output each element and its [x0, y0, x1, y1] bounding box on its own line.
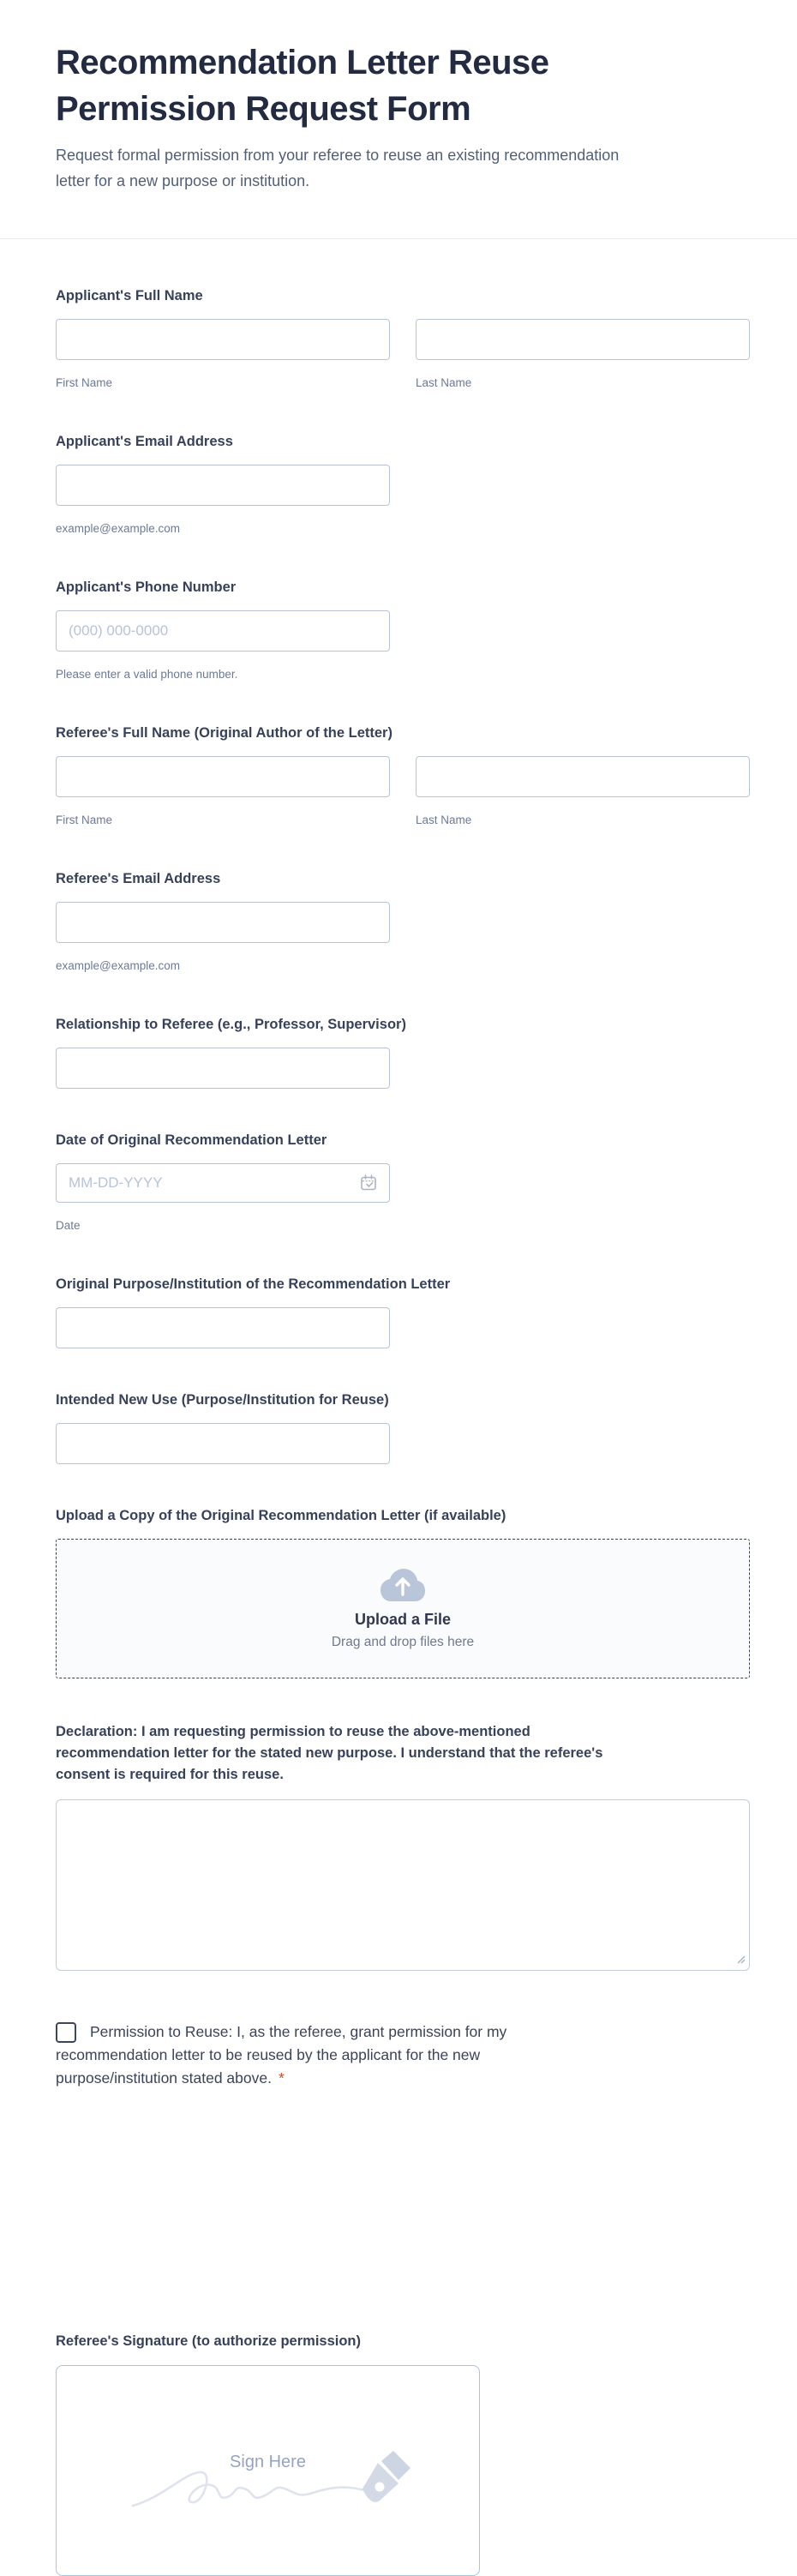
declaration-label	[56, 1721, 750, 1786]
upload-hint-text: Drag and drop files here	[331, 1634, 475, 1649]
referee-last-name-input[interactable]	[416, 756, 750, 797]
applicant-email-input[interactable]	[56, 465, 390, 506]
field-original-date	[56, 1132, 750, 1233]
permission-label-line3	[56, 2067, 750, 2090]
page-title-line1: Recommendation Letter Reuse	[56, 44, 549, 81]
field-applicant-phone	[56, 579, 750, 682]
upload-letter-label: Upload a Copy of the Original Recommendation Letter (if available)	[56, 1508, 506, 1523]
referee-first-name-sublabel: First Name	[56, 814, 113, 826]
referee-last-name-col	[416, 756, 750, 827]
original-purpose-input[interactable]	[56, 1307, 390, 1348]
applicant-first-name-input[interactable]	[56, 319, 390, 360]
signature-squiggle-and-pen-icon	[129, 2447, 421, 2525]
permission-label-line1: Permission to Reuse: I, as the referee, grant permission for my	[90, 2023, 507, 2040]
original-date-input[interactable]	[56, 1163, 390, 1203]
applicant-phone-label: Applicant's Phone Number	[56, 579, 237, 595]
signature-placeholder: Sign Here	[230, 2453, 306, 2471]
field-applicant-email	[56, 433, 750, 536]
relationship-input[interactable]	[56, 1048, 390, 1089]
permission-label-line3-text: purpose/institution stated above.	[56, 2069, 272, 2087]
form-subtitle-line1: Request formal permission from your referee to reuse an existing recommendation	[56, 147, 620, 164]
referee-email-sublabel: example@example.com	[56, 959, 181, 972]
form-subtitle-line2: letter for a new purpose or institution.	[56, 172, 310, 189]
applicant-last-name-sublabel: Last Name	[416, 376, 472, 389]
referee-email-label: Referee's Email Address	[56, 871, 221, 886]
original-purpose-label: Original Purpose/Institution of the Recommendation Letter	[56, 1276, 451, 1292]
field-applicant-full-name	[56, 287, 750, 390]
field-referee-full-name	[56, 724, 750, 827]
file-dropzone[interactable]	[56, 1539, 750, 1678]
referee-last-name-sublabel: Last Name	[416, 814, 472, 826]
field-referee-signature	[56, 2333, 750, 2576]
declaration-label-line3: consent is required for this reuse.	[56, 1767, 284, 1782]
header-divider	[0, 238, 797, 239]
applicant-email-sublabel: example@example.com	[56, 522, 181, 535]
page-title-line2: Permission Request Form	[56, 90, 471, 128]
applicant-email-label: Applicant's Email Address	[56, 434, 233, 449]
field-declaration	[56, 1721, 750, 1971]
signature-pad[interactable]	[56, 2365, 480, 2576]
form-subtitle	[56, 142, 750, 194]
referee-email-input[interactable]	[56, 902, 390, 943]
required-asterisk: *	[278, 2069, 285, 2087]
upload-button-label: Upload a File	[354, 1610, 452, 1628]
permission-checkbox[interactable]	[56, 2022, 76, 2043]
cloud-upload-icon	[380, 1568, 426, 1602]
permission-label-line2: recommendation letter to be reused by the applicant for the new	[56, 2046, 481, 2063]
field-permission-checkbox	[56, 2021, 750, 2090]
field-original-purpose	[56, 1276, 750, 1348]
original-date-sublabel: Date	[56, 1219, 81, 1232]
applicant-last-name-col	[416, 319, 750, 390]
applicant-last-name-input[interactable]	[416, 319, 750, 360]
intended-new-use-label: Intended New Use (Purpose/Institution for Reuse)	[56, 1392, 389, 1408]
referee-full-name-label: Referee's Full Name (Original Author of the Letter)	[56, 725, 393, 741]
field-upload-letter	[56, 1507, 750, 1678]
declaration-label-line2: recommendation letter for the stated new purpose. I understand that the referee's	[56, 1745, 603, 1761]
field-referee-email	[56, 870, 750, 973]
calendar-icon[interactable]	[359, 1174, 378, 1192]
applicant-full-name-label: Applicant's Full Name	[56, 288, 203, 303]
referee-signature-label: Referee's Signature (to authorize permission)	[56, 2333, 361, 2349]
original-date-label: Date of Original Recommendation Letter	[56, 1132, 327, 1148]
intended-new-use-input[interactable]	[56, 1423, 390, 1464]
referee-first-name-col	[56, 756, 390, 827]
applicant-phone-sublabel: Please enter a valid phone number.	[56, 668, 238, 681]
relationship-label: Relationship to Referee (e.g., Professor, Supervisor)	[56, 1017, 406, 1032]
page-title	[56, 39, 656, 132]
date-input-wrap	[56, 1163, 390, 1203]
field-relationship	[56, 1016, 750, 1089]
declaration-textarea[interactable]	[56, 1799, 750, 1971]
resize-handle-icon[interactable]	[735, 1954, 746, 1964]
referee-first-name-input[interactable]	[56, 756, 390, 797]
referee-name-row	[56, 756, 750, 827]
applicant-first-name-col	[56, 319, 390, 390]
pen-nib-icon	[363, 2451, 410, 2502]
applicant-name-row	[56, 319, 750, 390]
applicant-phone-input[interactable]	[56, 610, 390, 652]
declaration-label-line1: Declaration: I am requesting permission to reuse the above-mentioned	[56, 1724, 530, 1739]
applicant-first-name-sublabel: First Name	[56, 376, 113, 389]
declaration-textarea-wrap	[56, 1799, 750, 1971]
field-intended-new-use	[56, 1391, 750, 1464]
